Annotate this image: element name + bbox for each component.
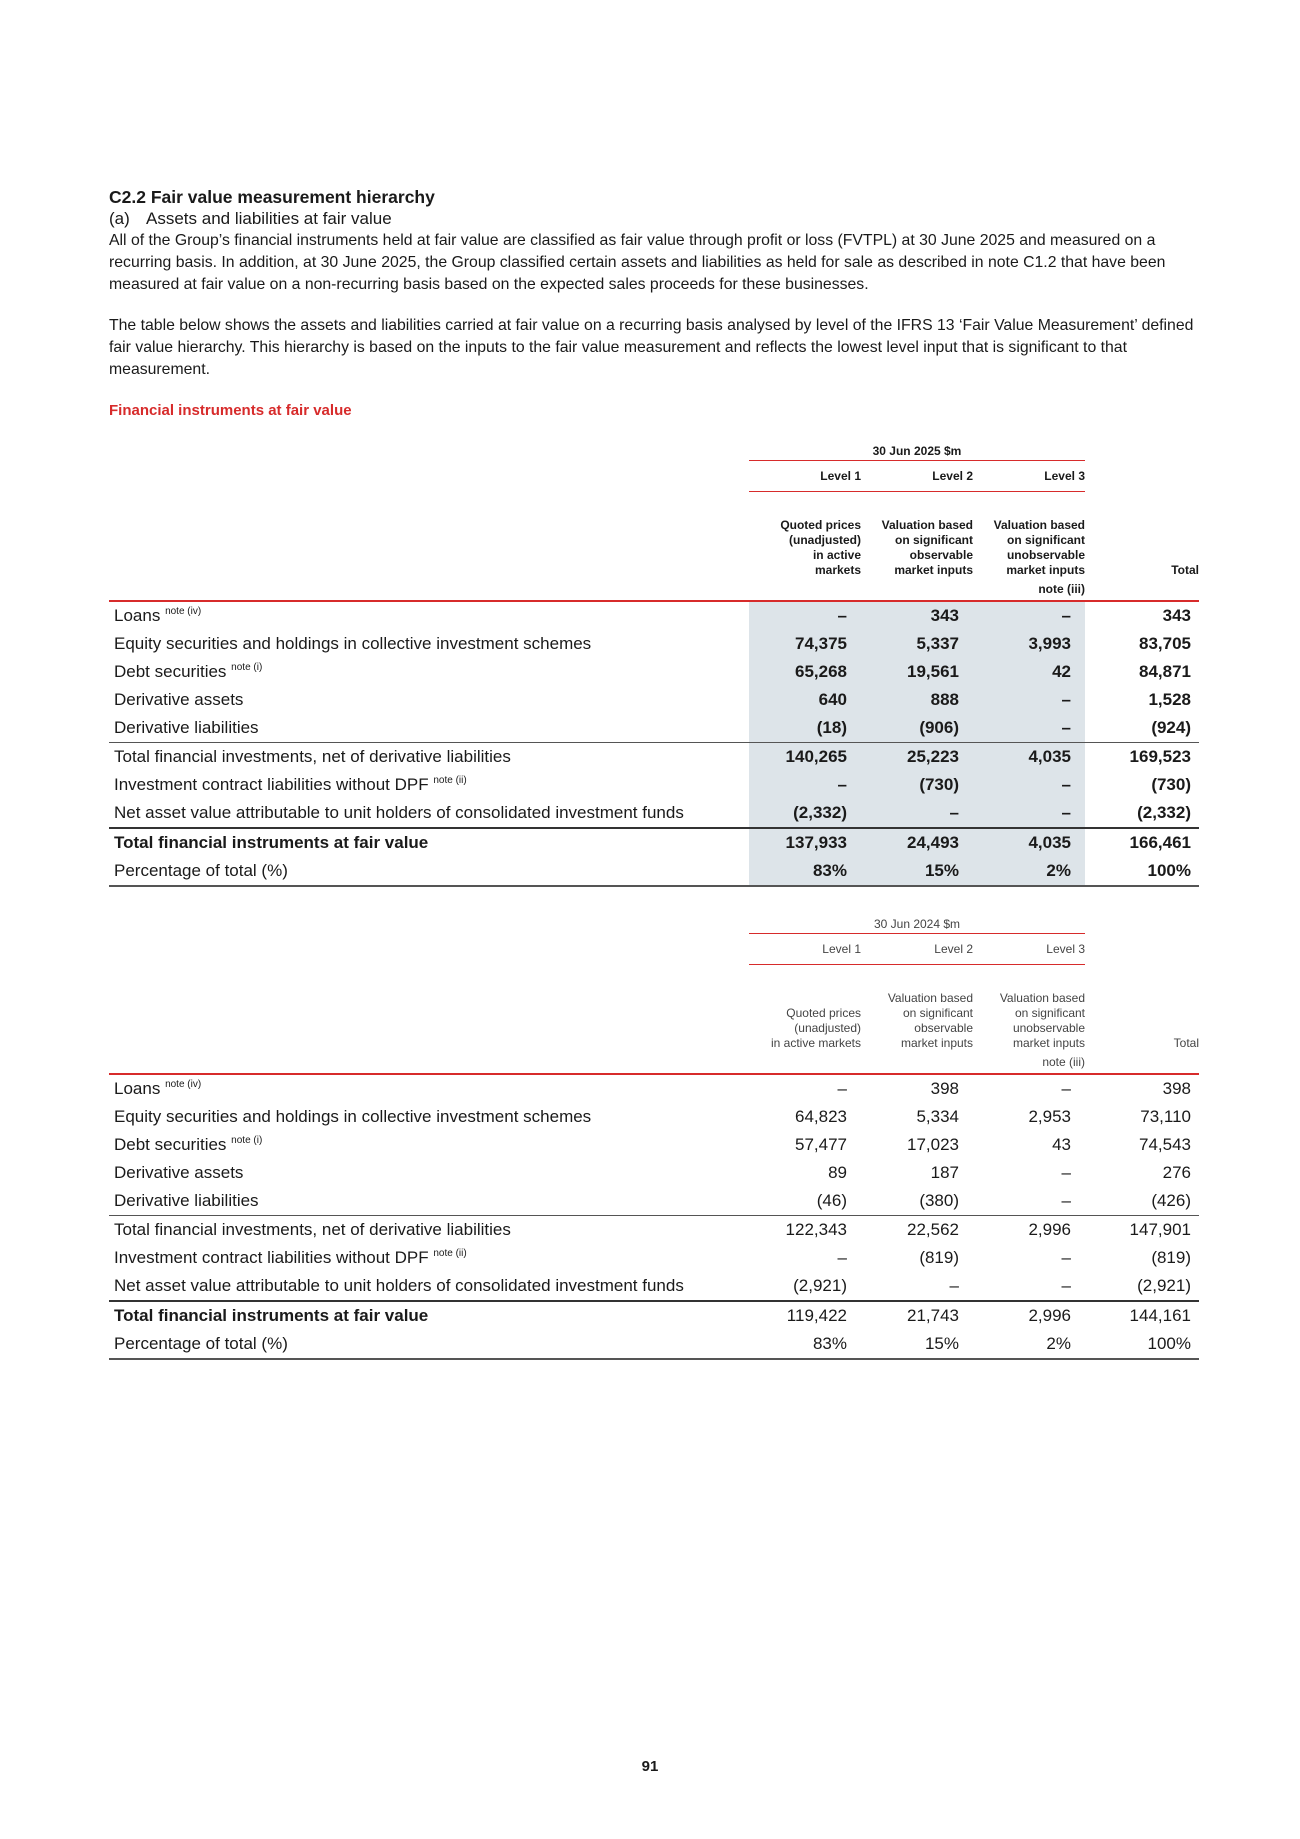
table-row: Debt securities $^{note (i)}$ 65,268 19,561 42 84,871 xyxy=(109,658,1199,686)
document-page xyxy=(109,186,1199,1360)
level3-header: Level 3 xyxy=(973,461,1085,492)
level1-description: Quoted prices (unadjusted) in active markets xyxy=(780,518,861,577)
table-row: Derivative liabilities (46) (380) – (426) xyxy=(109,1187,1199,1216)
total-header: Total xyxy=(1173,1036,1199,1050)
table-row: Percentage of total (%) 83% 15% 2% 100% xyxy=(109,1330,1199,1359)
level3-description: Valuation based on significant unobservable market inputs xyxy=(999,991,1085,1050)
table-row: Investment contract liabilities without DPF $^{note (ii)}$ – (730) – (730) xyxy=(109,771,1199,799)
level3-description: Valuation based on significant unobservable market inputs xyxy=(993,518,1085,577)
row-label: Derivative assets xyxy=(114,690,244,709)
table-row: Loans $^{note (iv)}$ – 398 – 398 xyxy=(109,1074,1199,1103)
table-row: Equity securities and holdings in collective investment schemes 64,823 5,334 2,953 73,110 xyxy=(109,1103,1199,1131)
row-label: Loans $^{note (iv)}$ xyxy=(114,606,202,625)
row-label: Equity securities and holdings in collective investment schemes xyxy=(114,634,592,653)
period-header-2025: 30 Jun 2025 $m xyxy=(749,428,1085,461)
row-label: Loans $^{note (iv)}$ xyxy=(114,1079,202,1098)
table-row: Total financial instruments at fair value 137,933 24,493 4,035 166,461 xyxy=(109,828,1199,857)
table-row: Investment contract liabilities without DPF $^{note (ii)}$ – (819) – (819) xyxy=(109,1244,1199,1272)
table-row: Derivative assets 89 187 – 276 xyxy=(109,1159,1199,1187)
fair-value-table-2024 xyxy=(109,901,1199,1360)
fair-value-table-2025 xyxy=(109,428,1199,887)
row-label: Total financial investments, net of derivative liabilities xyxy=(109,743,749,772)
level1-description: Quoted prices (unadjusted) in active markets xyxy=(770,1006,861,1050)
table-row: Debt securities $^{note (i)}$ 57,477 17,023 43 74,543 xyxy=(109,1131,1199,1159)
row-label: Debt securities $^{note (i)}$ xyxy=(114,662,263,681)
subsection-title xyxy=(109,208,1199,230)
table-row: Total financial investments, net of derivative liabilities 122,343 22,562 2,996 147,901 xyxy=(109,1216,1199,1245)
table-row: Loans $^{note (iv)}$ – 343 – 343 xyxy=(109,601,1199,630)
level1-header: Level 1 xyxy=(749,461,861,492)
row-label: Percentage of total (%) xyxy=(109,857,749,886)
total-header: Total xyxy=(1171,563,1199,577)
level3-note: note (iii) xyxy=(973,578,1085,601)
hierarchy-paragraph: The table below shows the assets and liabilities carried at fair value on a recurring basis analysed by level of the IFRS 13 ‘Fair Value Measurement’ defined fair value hierarchy. This hierarchy is based on the inputs to the fair value measurement and reflects the lowest level input that is significant to that measurement. xyxy=(109,317,1194,378)
row-label: Net asset value attributable to unit holders of consolidated investment funds xyxy=(114,803,684,822)
page-number: 91 xyxy=(641,1758,659,1775)
level1-header: Level 1 xyxy=(749,934,861,965)
table-row: Percentage of total (%) 83% 15% 2% 100% xyxy=(109,857,1199,886)
section-title: C2.2 Fair value measurement hierarchy xyxy=(109,187,435,207)
level2-header: Level 2 xyxy=(861,934,973,965)
level2-description: Valuation based on significant observable market inputs xyxy=(881,518,973,577)
row-label: Total financial instruments at fair value xyxy=(109,828,749,857)
level3-note: note (iii) xyxy=(973,1051,1085,1074)
row-label: Derivative liabilities xyxy=(114,1191,259,1210)
row-label: Derivative assets xyxy=(114,1163,244,1182)
row-label: Percentage of total (%) xyxy=(109,1330,749,1359)
period-header-2024: 30 Jun 2024 $m xyxy=(749,901,1085,934)
row-label: Net asset value attributable to unit holders of consolidated investment funds xyxy=(114,1276,684,1295)
table-row: Equity securities and holdings in collective investment schemes 74,375 5,337 3,993 83,705 xyxy=(109,630,1199,658)
table-row: Net asset value attributable to unit holders of consolidated investment funds (2,332) – – (2,332) xyxy=(109,799,1199,828)
row-label: Total financial investments, net of derivative liabilities xyxy=(109,1216,749,1245)
subsection-label: (a) xyxy=(109,209,130,228)
table-row: Total financial investments, net of derivative liabilities 140,265 25,223 4,035 169,523 xyxy=(109,743,1199,772)
row-label: Total financial instruments at fair value xyxy=(109,1301,749,1330)
level2-header: Level 2 xyxy=(861,461,973,492)
level3-header: Level 3 xyxy=(973,934,1085,965)
table-row: Derivative liabilities (18) (906) – (924) xyxy=(109,714,1199,743)
subsection-text: Assets and liabilities at fair value xyxy=(146,209,392,228)
row-label: Equity securities and holdings in collective investment schemes xyxy=(114,1107,592,1126)
row-label: Debt securities $^{note (i)}$ xyxy=(114,1135,263,1154)
table-row: Total financial instruments at fair value 119,422 21,743 2,996 144,161 xyxy=(109,1301,1199,1330)
table-row: Net asset value attributable to unit holders of consolidated investment funds (2,921) – – (2,921) xyxy=(109,1272,1199,1301)
row-label: Investment contract liabilities without DPF $^{note (ii)}$ xyxy=(114,775,467,794)
table-row: Derivative assets 640 888 – 1,528 xyxy=(109,686,1199,714)
row-label: Derivative liabilities xyxy=(114,718,259,737)
table-caption: Financial instruments at fair value xyxy=(109,402,352,419)
row-label: Investment contract liabilities without DPF $^{note (ii)}$ xyxy=(114,1248,467,1267)
intro-paragraph: All of the Group’s financial instruments held at fair value are classified as fair value through profit or loss (FVTPL) at 30 June 2025 and measured on a recurring basis. In addition, at 30 June 2025, the Group classified certain assets and liabilities as held for sale as described in note C1.2 that have been measured at fair value on a non-recurring basis based on the expected sales proceeds for these businesses. xyxy=(109,232,1166,293)
level2-description: Valuation based on significant observable market inputs xyxy=(887,991,973,1050)
